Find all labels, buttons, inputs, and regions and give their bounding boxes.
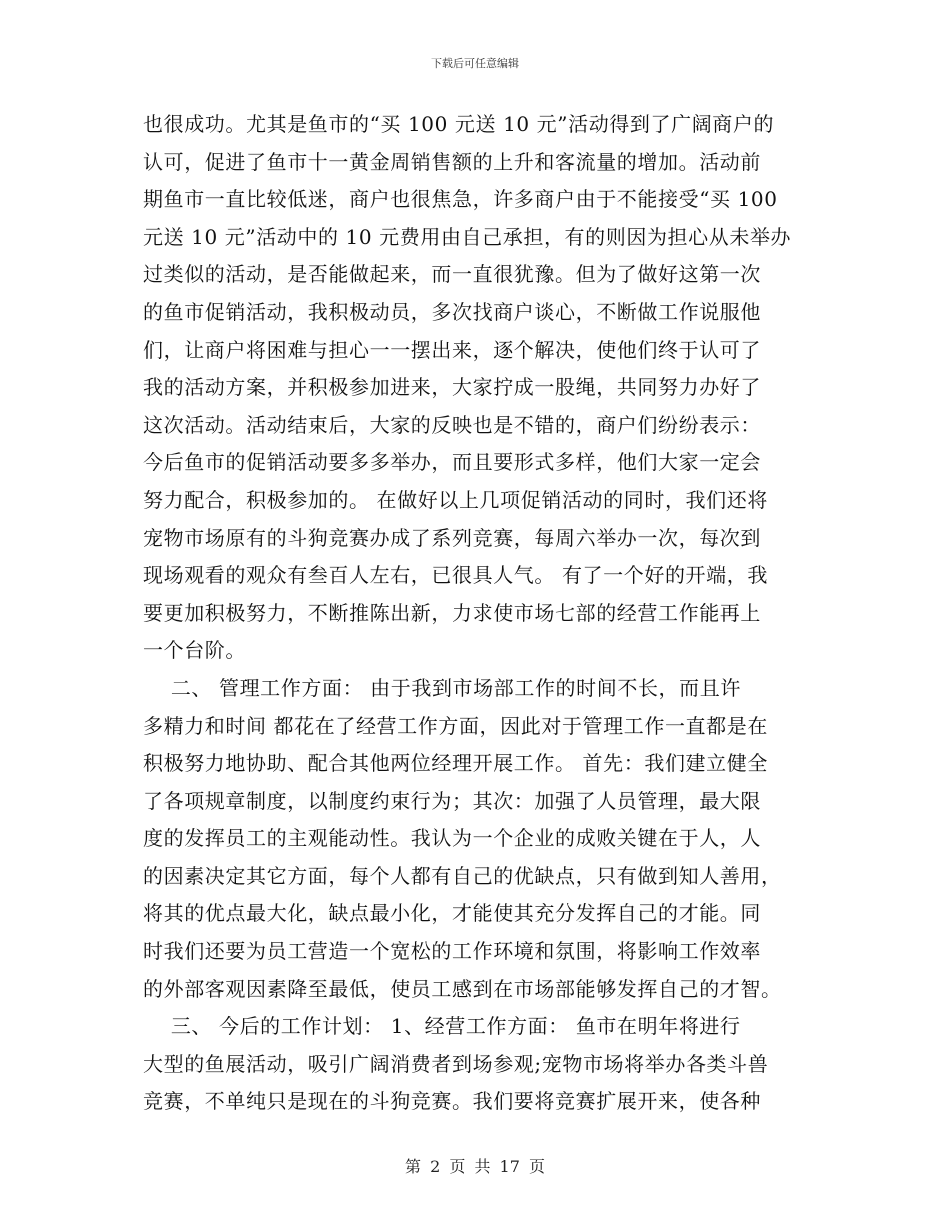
text-line: 了各项规章制度，以制度约束行为；其次：加强了人员管理，最大限 [143,788,761,813]
text-line: 过类似的活动，是否能做起来，而一直很犹豫。但为了做好这第一次 [143,262,761,287]
text-line: 元送 10 元”活动中的 10 元费用由自己承担，有的则因为担心从未举办 [143,224,792,249]
text-line: 努力配合，积极参加的。 在做好以上几项促销活动的同时，我们还将 [143,487,768,512]
text-line: 的因素决定其它方面，每个人都有自己的优缺点，只有做到知人善用， [143,863,782,888]
text-line: 宠物市场原有的斗狗竞赛办成了系列竞赛，每周六举办一次，每次到 [143,525,761,550]
text-line: 一个台阶。 [143,638,246,663]
text-line: 度的发挥员工的主观能动性。我认为一个企业的成败关键在于人，人 [143,826,761,851]
text-line: 认可，促进了鱼市十一黄金周销售额的上升和客流量的增加。活动前 [143,149,761,174]
text-line: 竞赛，不单纯只是现在的斗狗竞赛。我们要将竞赛扩展开来，使各种 [143,1089,761,1114]
text-line: 这次活动。活动结束后，大家的反映也是不错的，商户们纷纷表示： [143,412,761,437]
text-line: 我的活动方案，并积极参加进来，大家拧成一股绳，共同努力办好了 [143,375,761,400]
text-line: 积极努力地协助、配合其他两位经理开展工作。 首先：我们建立健全 [143,751,768,776]
text-line: 大型的鱼展活动，吸引广阔消费者到场参观;宠物市场将举办各类斗兽 [143,1051,769,1076]
text-line: 的外部客观因素降至最低，使员工感到在市场部能够发挥自己的才智。 [143,976,782,1001]
text-line: 要更加积极努力，不断推陈出新，力求使市场七部的经营工作能再上 [143,600,761,625]
text-line: 三、 今后的工作计划： 1、经营工作方面： 鱼市在明年将进行 [143,1014,741,1039]
page-footer: 第 2 页 共 17 页 [405,1157,545,1176]
page-header: 下载后可任意编辑 [431,57,519,70]
text-line: 的鱼市促销活动，我积极动员，多次找商户谈心，不断做工作说服他 [143,299,761,324]
text-line: 二、 管理工作方面： 由于我到市场部工作的时间不长，而且许 [143,675,741,700]
text-line: 时我们还要为员工营造一个宽松的工作环境和氛围，将影响工作效率 [143,939,761,964]
text-line: 们，让商户将困难与担心一一摆出来，逐个解决，使他们终于认可了 [143,337,761,362]
document-body [143,106,813,1121]
text-line: 今后鱼市的促销活动要多多举办，而且要形式多样，他们大家一定会 [143,450,761,475]
text-line: 将其的优点最大化，缺点最小化，才能使其充分发挥自己的才能。同 [143,901,761,926]
text-line: 也很成功。尤其是鱼市的“买 100 元送 10 元”活动得到了广阔商户的 [143,112,775,136]
text-line: 期鱼市一直比较低迷，商户也很焦急，许多商户由于不能接受“买 100 [143,187,778,212]
text-line: 现场观看的观众有叁百人左右，已很具人气。 有了一个好的开端，我 [143,563,768,588]
text-line: 多精力和时间 都花在了经营工作方面，因此对于管理工作一直都是在 [143,713,768,738]
